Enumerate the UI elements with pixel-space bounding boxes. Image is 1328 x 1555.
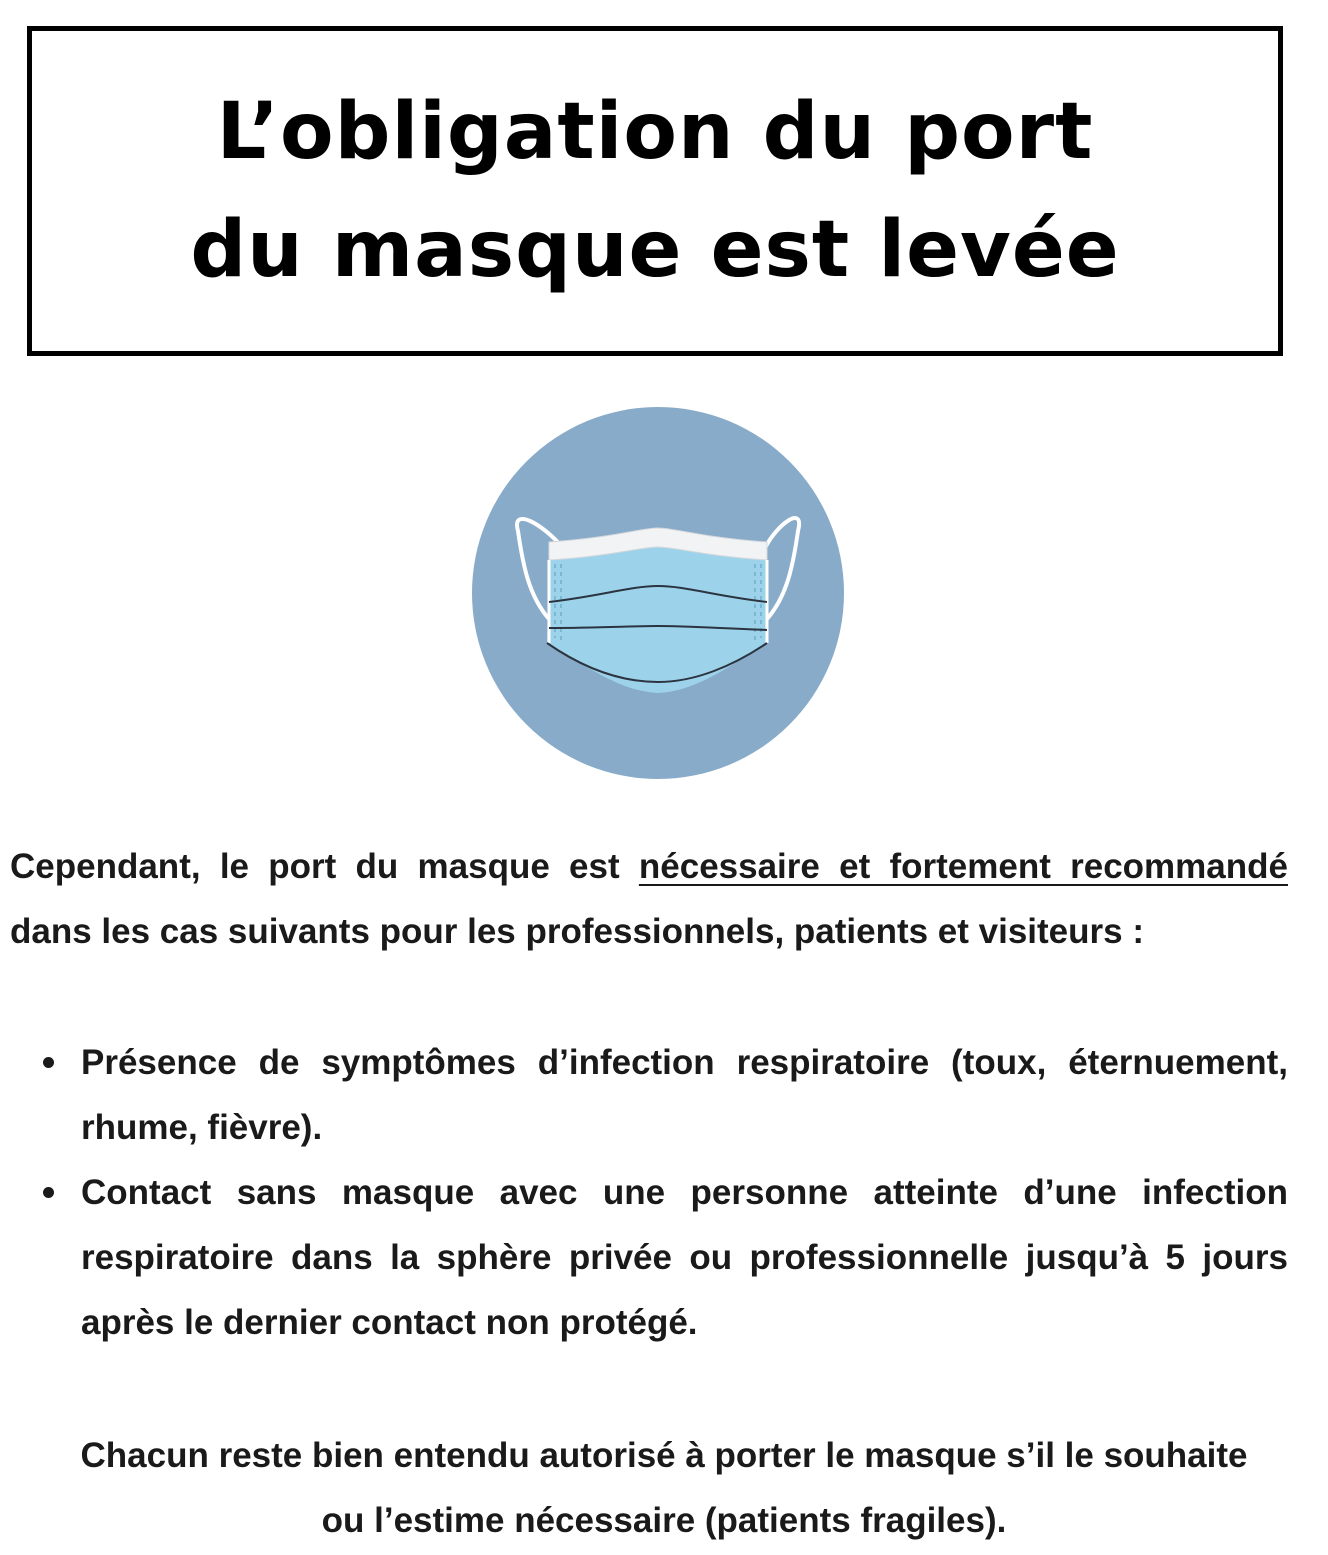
intro-paragraph	[10, 834, 1288, 964]
intro-emphasis: nécessaire et fortement recommandé	[638, 847, 1288, 886]
closing-note	[0, 1423, 1328, 1553]
face-mask-icon	[471, 406, 845, 780]
intro-text-start: Cependant, le port du masque est	[10, 847, 639, 886]
title-line-1: L’obligation du port	[216, 87, 1094, 177]
list-item	[10, 1030, 1288, 1160]
intro-text-end: dans les cas suivants pour les professionnels, patients et visiteurs :	[10, 912, 1144, 951]
list-item	[10, 1160, 1288, 1355]
bullet-icon	[43, 1057, 54, 1068]
title-box	[27, 26, 1283, 356]
closing-line-2: ou l’estime nécessaire (patients fragiles).	[321, 1501, 1007, 1540]
cases-list	[10, 1030, 1288, 1355]
bullet-icon	[43, 1187, 54, 1198]
case-text: Présence de symptômes d’infection respiratoire (toux, éternuement, rhume, fièvre).	[81, 1043, 1288, 1147]
case-text: Contact sans masque avec une personne atteinte d’une infection respiratoire dans la sphère privée ou professionnelle jusqu’à 5 jours après le dernier contact non protégé.	[81, 1173, 1288, 1342]
title-line-2: du masque est levée	[190, 205, 1120, 295]
closing-line-1: Chacun reste bien entendu autorisé à porter le masque s’il le souhaite	[80, 1436, 1248, 1475]
